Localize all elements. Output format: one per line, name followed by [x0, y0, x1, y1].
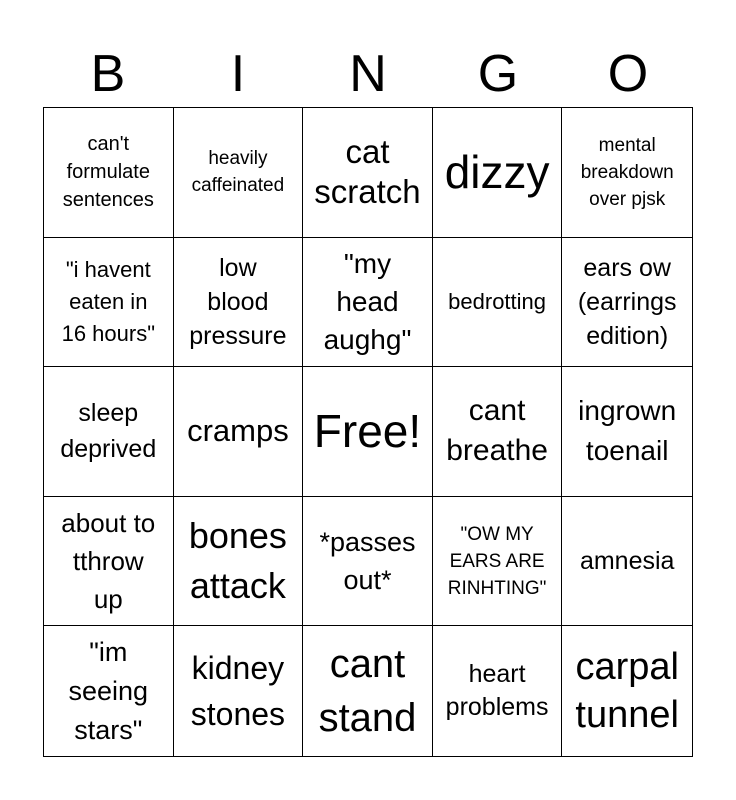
bingo-cell-r1c1[interactable] [44, 108, 174, 238]
cell-label: Free! [313, 405, 422, 458]
bingo-cell-r1c3[interactable] [303, 108, 433, 238]
cell-label: carpal tunnel [575, 646, 679, 737]
bingo-cell-free[interactable] [303, 367, 433, 497]
bingo-cell-r5c1[interactable] [44, 626, 174, 756]
bingo-cell-r4c3[interactable] [303, 497, 433, 627]
bingo-cell-r3c5[interactable] [562, 367, 692, 497]
cell-label: about to tthrow up [61, 508, 156, 615]
bingo-cell-r1c2[interactable] [174, 108, 304, 238]
bingo-cell-r4c2[interactable] [174, 497, 304, 627]
cell-label: "im seeing stars" [68, 636, 149, 745]
bingo-cell-r2c3[interactable] [303, 238, 433, 368]
cell-label: heart problems [445, 660, 549, 722]
bingo-cell-r2c2[interactable] [174, 238, 304, 368]
bingo-cell-r5c5[interactable] [562, 626, 692, 756]
bingo-cell-r3c2[interactable] [174, 367, 304, 497]
cell-label: cant breathe [446, 394, 548, 468]
cell-label: *passes out* [319, 527, 416, 596]
bingo-cell-r2c5[interactable] [562, 238, 692, 368]
cell-label: heavily caffeinated [191, 148, 285, 197]
cell-label: cat scratch [314, 133, 421, 211]
bingo-cell-r2c1[interactable] [44, 238, 174, 368]
bingo-cell-r3c1[interactable] [44, 367, 174, 497]
bingo-cell-r3c4[interactable] [433, 367, 563, 497]
header-letter-n: N [349, 45, 387, 103]
cell-label: bones attack [188, 515, 287, 607]
cell-label: kidney stones [190, 650, 286, 733]
bingo-header [43, 40, 693, 108]
header-letter-b: B [90, 45, 126, 103]
cell-label: low blood pressure [189, 253, 287, 350]
bingo-cell-r5c3[interactable] [303, 626, 433, 756]
cell-label: sleep deprived [60, 399, 157, 464]
cell-label: can't formulate sentences [62, 133, 154, 212]
bingo-cell-r4c4[interactable] [433, 497, 563, 627]
bingo-cell-r5c2[interactable] [174, 626, 304, 756]
cell-label: dizzy [444, 146, 550, 199]
cell-label: cramps [187, 413, 289, 449]
cell-label: ears ow (earrings edition) [577, 253, 677, 350]
bingo-cell-r1c4[interactable] [433, 108, 563, 238]
bingo-board [43, 107, 693, 757]
cell-label: cant stand [318, 642, 417, 741]
cell-label: "my head aughg" [323, 247, 412, 355]
bingo-cell-r1c5[interactable] [562, 108, 692, 238]
cell-label: bedrotting [448, 288, 547, 314]
header-letter-g: G [477, 45, 519, 103]
cell-label: amnesia [579, 547, 675, 576]
header-letter-i: I [230, 45, 246, 103]
cell-label: ingrown toenail [578, 395, 677, 467]
bingo-cell-r4c1[interactable] [44, 497, 174, 627]
cell-label: mental breakdown over pjsk [580, 134, 674, 210]
bingo-cell-r4c5[interactable] [562, 497, 692, 627]
cell-label: "i havent eaten in 16 hours" [61, 256, 156, 346]
header-letter-o: O [607, 45, 649, 103]
bingo-cell-r2c4[interactable] [433, 238, 563, 368]
cell-label: "OW MY EARS ARE RINHTING" [447, 523, 547, 599]
bingo-cell-r5c4[interactable] [433, 626, 563, 756]
